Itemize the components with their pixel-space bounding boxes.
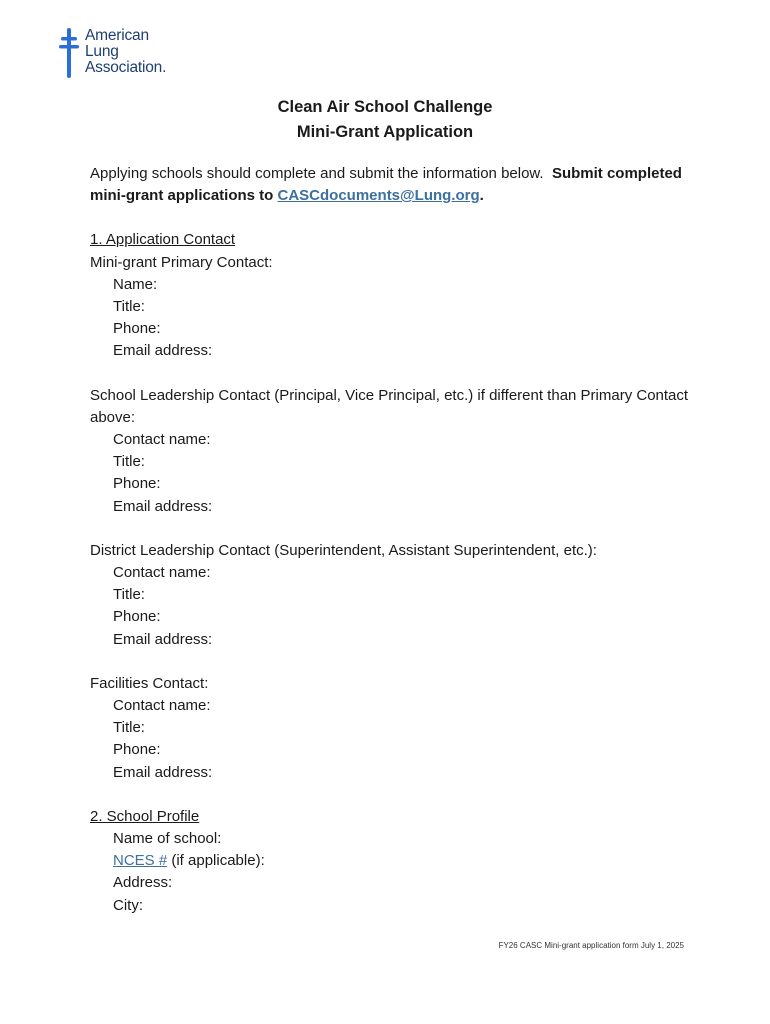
district-contact-name-label: Contact name: — [113, 564, 211, 582]
american-lung-association-logo — [58, 28, 198, 80]
facilities-email-label: Email address: — [113, 763, 213, 781]
nces-suffix: (if applicable): — [167, 852, 265, 870]
city-label: City: — [113, 896, 143, 914]
district-title-label: Title: — [113, 586, 145, 604]
form-body — [90, 163, 690, 917]
section-2-heading: 2. School Profile — [90, 807, 200, 825]
primary-phone-label: Phone: — [113, 320, 161, 338]
logo-line-1: American — [85, 27, 149, 44]
nces-row — [90, 850, 690, 872]
logo-line-2: Lung — [85, 43, 119, 60]
school-title-label: Title: — [113, 453, 145, 471]
school-phone-label: Phone: — [113, 475, 161, 493]
casc-email-link[interactable]: CASCdocuments@Lung.org — [277, 187, 480, 205]
facilities-title-label: Title: — [113, 719, 145, 737]
nces-link[interactable]: NCES # — [113, 852, 168, 870]
section-1-heading: 1. Application Contact — [90, 231, 236, 249]
school-email-label: Email address: — [113, 497, 213, 515]
primary-contact-label: Mini-grant Primary Contact: — [90, 253, 273, 271]
primary-email-label: Email address: — [113, 342, 213, 360]
title-line-1: Clean Air School Challenge — [277, 98, 493, 116]
primary-title-label: Title: — [113, 298, 145, 316]
logo-wordmark — [85, 28, 166, 76]
document-title — [0, 95, 770, 145]
logo-line-3: Association. — [85, 59, 167, 76]
school-name-label: Name of school: — [113, 830, 222, 848]
intro-period: . — [479, 187, 484, 205]
facilities-contact-label: Facilities Contact: — [90, 674, 209, 692]
address-label: Address: — [113, 874, 173, 892]
facilities-phone-label: Phone: — [113, 741, 161, 759]
intro-text: Applying schools should complete and submit the information below. — [90, 165, 544, 182]
intro-bold-text: Submit completed mini-grant applications to — [90, 165, 682, 205]
page-footer: FY26 CASC Mini-grant application form July 1, 2025 — [498, 941, 684, 950]
district-email-label: Email address: — [113, 630, 213, 648]
intro-paragraph — [90, 163, 690, 207]
school-contact-name-label: Contact name: — [113, 431, 211, 449]
school-leadership-label: School Leadership Contact (Principal, Vice Principal, etc.) if different than Primary Contact above: — [90, 386, 689, 426]
district-phone-label: Phone: — [113, 608, 161, 626]
primary-name-label: Name: — [113, 275, 158, 293]
district-leadership-label: District Leadership Contact (Superintendent, Assistant Superintendent, etc.): — [90, 541, 597, 559]
title-line-2: Mini-Grant Application — [296, 123, 474, 141]
lung-cross-icon — [58, 28, 80, 78]
facilities-contact-name-label: Contact name: — [113, 697, 211, 715]
